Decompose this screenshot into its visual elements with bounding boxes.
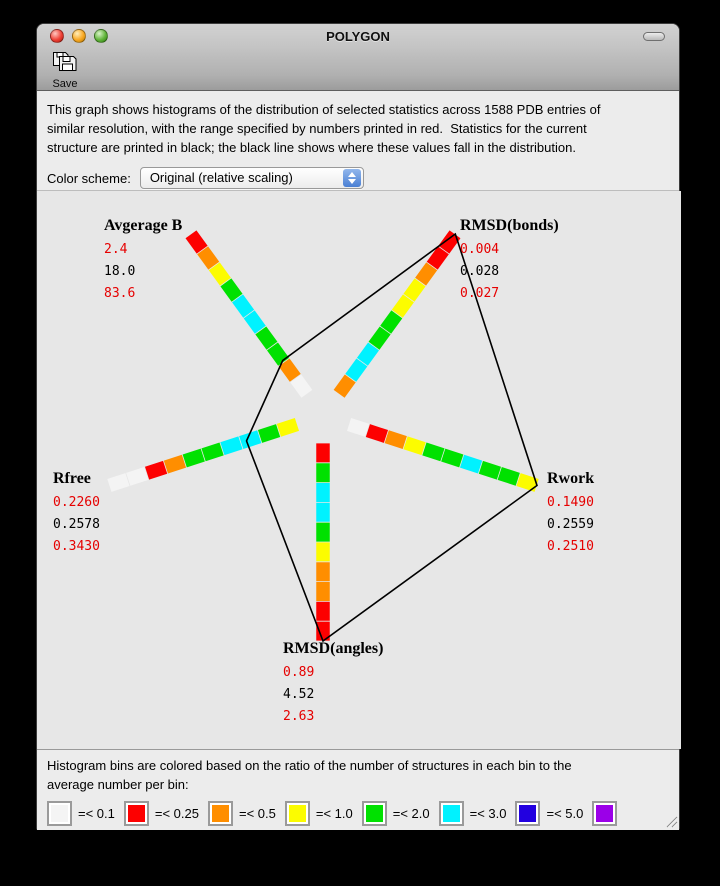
histogram-bin-avgerage_b — [203, 250, 214, 265]
color-scheme-dropdown[interactable] — [140, 167, 364, 189]
toolbar-toggle-button[interactable] — [643, 32, 665, 41]
histogram-bin-avgerage_b — [296, 378, 307, 393]
histogram-bin-avgerage_b — [226, 282, 237, 297]
histogram-bin-avgerage_b — [238, 298, 249, 313]
axis-min-value: 0.1490 — [547, 495, 594, 510]
color-scheme-label: Color scheme: — [47, 170, 131, 186]
minimize-button[interactable] — [72, 29, 86, 43]
traffic-lights — [50, 29, 108, 43]
axis-max-value: 0.2510 — [547, 539, 594, 554]
legend-color-yellow — [289, 805, 306, 822]
chevron-down-icon — [348, 179, 356, 184]
histogram-bin-rmsd_bonds — [409, 282, 420, 297]
histogram-bin-rwork — [500, 473, 518, 479]
axis-current-value: 4.52 — [283, 687, 315, 702]
legend-color-purple — [596, 805, 613, 822]
histogram-bin-rfree — [128, 473, 146, 479]
legend-label: =< 2.0 — [392, 806, 430, 821]
window-title: POLYGON — [326, 29, 390, 44]
legend-row — [47, 801, 679, 826]
histogram-bin-rfree — [204, 449, 222, 455]
legend-panel — [37, 749, 679, 830]
histogram-bin-rmsd_bonds — [351, 362, 362, 377]
plot-panel — [37, 191, 681, 749]
legend-swatch-box — [208, 801, 233, 826]
histogram-bin-rwork — [481, 467, 499, 473]
axis-max-value: 0.3430 — [53, 539, 100, 554]
legend-color-orange — [212, 805, 229, 822]
axis-stats-rfree — [53, 470, 100, 558]
axis-stats-rwork — [547, 470, 594, 558]
legend-swatch-box — [124, 801, 149, 826]
window-chrome — [37, 24, 679, 91]
legend-color-white — [51, 805, 68, 822]
color-scheme-selected: Original (relative scaling) — [149, 170, 293, 185]
histogram-bin-rwork — [349, 424, 367, 430]
histogram-bin-rmsd_bonds — [362, 346, 373, 361]
description-panel — [37, 92, 679, 191]
save-button-label: Save — [52, 78, 78, 90]
histogram-bin-avgerage_b — [284, 362, 295, 377]
histogram-bin-rwork — [424, 449, 442, 455]
histogram-bin-rwork — [519, 480, 537, 486]
histogram-bin-rmsd_bonds — [432, 250, 443, 265]
zoom-button[interactable] — [94, 29, 108, 43]
axis-label: Avgerage B — [104, 217, 183, 234]
histogram-bin-rmsd_bonds — [374, 330, 385, 345]
axis-current-value: 0.028 — [460, 264, 500, 279]
title-bar[interactable] — [37, 24, 679, 48]
legend-label: =< 1.0 — [315, 806, 353, 821]
save-button[interactable] — [43, 50, 87, 90]
legend-label: =< 5.0 — [546, 806, 584, 821]
legend-swatch-box — [439, 801, 464, 826]
histogram-bin-rwork — [406, 443, 424, 449]
legend-swatch-box — [515, 801, 540, 826]
histogram-bin-avgerage_b — [249, 314, 260, 329]
axis-min-value: 2.4 — [104, 242, 128, 257]
axis-max-value: 83.6 — [104, 286, 136, 301]
legend-label: =< 0.1 — [78, 806, 115, 821]
axis-label: RMSD(bonds) — [460, 217, 559, 234]
histogram-bin-rmsd_bonds — [397, 298, 408, 313]
legend-label: =< 0.25 — [154, 806, 199, 821]
histogram-bin-rfree — [147, 467, 165, 473]
legend-swatch-box — [47, 801, 72, 826]
legend-description-text: Histogram bins are colored based on the ratio of the number of structures in each bin to the average number per bin: — [47, 758, 572, 792]
histogram-bin-rmsd_bonds — [421, 266, 432, 281]
chevron-up-icon — [348, 172, 356, 177]
axis-current-value: 0.2559 — [547, 517, 594, 532]
histogram-bin-rfree — [109, 480, 127, 486]
description-text: This graph shows histograms of the distribution of selected statistics across 1588 PDB entries of similar resolution, with the range specified by numbers printed in red. Statistics for the current structure are printed in black; the black line shows where these values fall in the distribution. — [47, 102, 601, 155]
histogram-bin-rwork — [387, 437, 405, 443]
axis-label: Rfree — [53, 470, 91, 487]
histogram-bin-rfree — [279, 424, 297, 430]
histogram-bin-avgerage_b — [214, 266, 225, 281]
axis-max-value: 0.027 — [460, 286, 500, 301]
legend-color-green — [366, 805, 383, 822]
histogram-bin-avgerage_b — [261, 330, 272, 345]
legend-swatch-box — [285, 801, 310, 826]
axis-stats-rmsd_angles — [283, 640, 383, 728]
axis-min-value: 0.004 — [460, 242, 500, 257]
axis-label: Rwork — [547, 470, 595, 487]
legend-swatch-box — [592, 801, 617, 826]
histogram-bin-rwork — [443, 455, 461, 461]
histogram-bin-rwork — [368, 431, 386, 437]
legend-color-blue — [519, 805, 536, 822]
axis-label: RMSD(angles) — [283, 640, 384, 657]
dropdown-stepper-icon[interactable] — [343, 169, 361, 187]
legend-label: =< 3.0 — [469, 806, 507, 821]
histogram-bin-rfree — [241, 437, 259, 443]
resize-grip[interactable] — [664, 814, 678, 828]
legend-label: =< 0.5 — [238, 806, 276, 821]
histogram-bin-rfree — [166, 461, 184, 467]
axis-min-value: 0.2260 — [53, 495, 100, 510]
legend-color-cyan — [443, 805, 460, 822]
histogram-bin-avgerage_b — [272, 346, 283, 361]
axis-stats-avgerage_b — [104, 217, 182, 305]
axis-stats-rmsd_bonds — [460, 217, 559, 305]
histogram-bin-rmsd_bonds — [339, 378, 350, 393]
axis-current-value: 18.0 — [104, 264, 136, 279]
histogram-bin-rfree — [260, 431, 278, 437]
polygon-window — [36, 23, 680, 830]
histogram-bin-avgerage_b — [191, 234, 202, 249]
save-icon — [51, 60, 79, 77]
histogram-bin-rfree — [222, 443, 240, 449]
histogram-bin-rfree — [185, 455, 203, 461]
axis-max-value: 2.63 — [283, 709, 315, 724]
axis-current-value: 0.2578 — [53, 517, 100, 532]
close-button[interactable] — [50, 29, 64, 43]
axis-min-value: 0.89 — [283, 665, 315, 680]
histogram-bin-rwork — [462, 461, 480, 467]
histogram-bin-rmsd_bonds — [386, 314, 397, 329]
toolbar — [37, 48, 679, 90]
legend-color-red — [128, 805, 145, 822]
legend-swatch-box — [362, 801, 387, 826]
